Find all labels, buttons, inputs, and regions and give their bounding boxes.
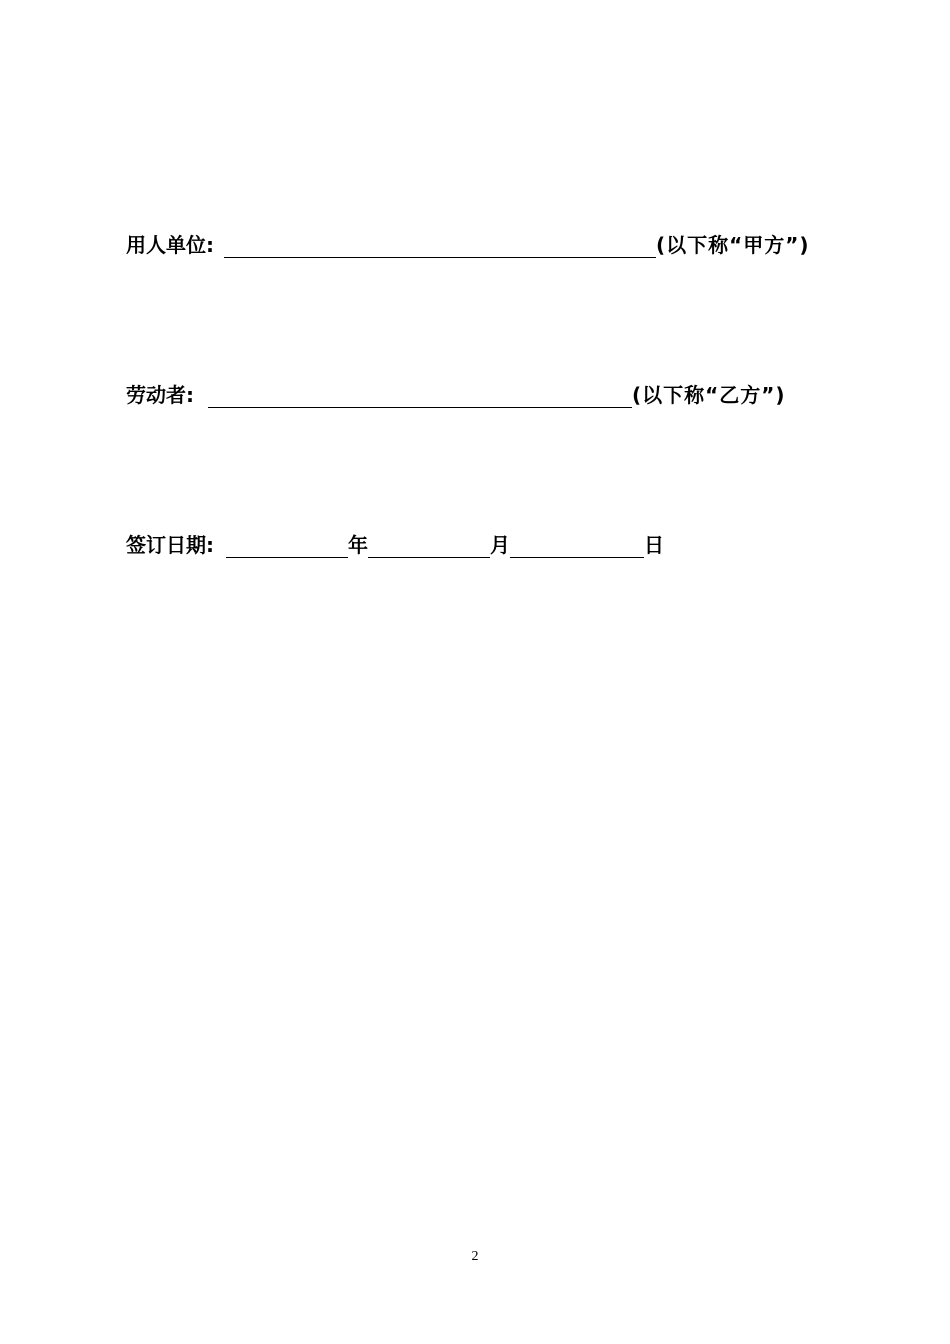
- employer-label: 用人单位:: [126, 233, 214, 257]
- worker-suffix: (以下称“乙方”): [632, 383, 786, 407]
- employer-row: [126, 228, 810, 258]
- day-unit: 日: [644, 533, 664, 557]
- month-blank[interactable]: [368, 533, 490, 558]
- sign-date-label: 签订日期:: [126, 533, 214, 557]
- day-blank[interactable]: [510, 533, 644, 558]
- year-unit: 年: [348, 533, 368, 557]
- year-blank[interactable]: [226, 533, 348, 558]
- employer-suffix: (以下称“甲方”): [656, 233, 810, 257]
- employer-blank[interactable]: [224, 233, 656, 258]
- worker-row: [126, 378, 786, 408]
- page-number: 2: [471, 1249, 479, 1264]
- worker-label: 劳动者:: [126, 383, 194, 407]
- worker-blank[interactable]: [208, 383, 632, 408]
- sign-date-row: [126, 528, 664, 558]
- month-unit: 月: [490, 533, 510, 557]
